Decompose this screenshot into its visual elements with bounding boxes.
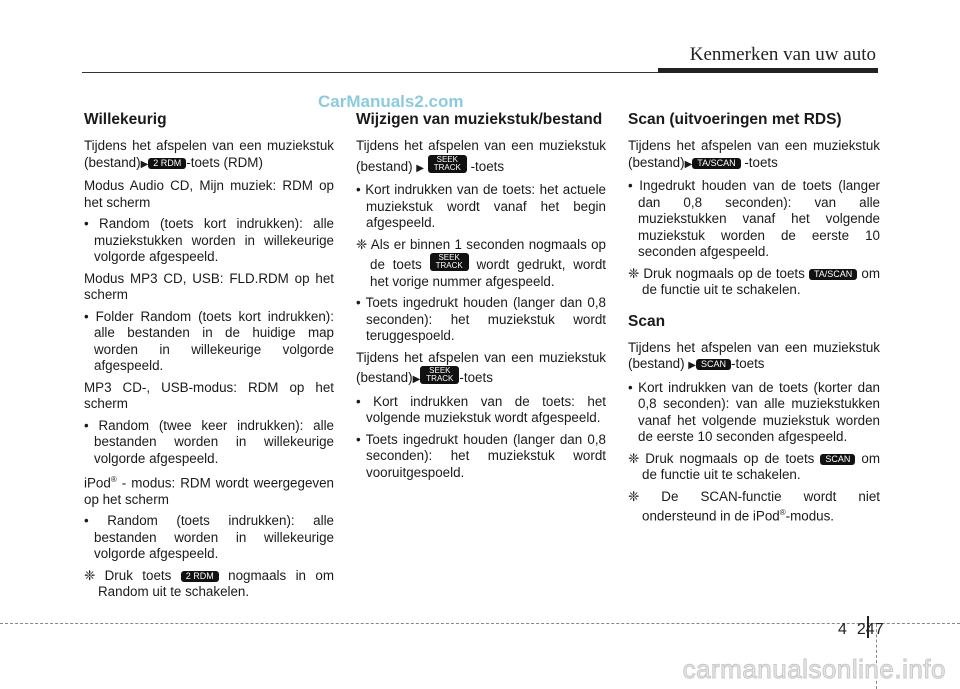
paragraph: Modus Audio CD, Mijn muziek: RDM op het scherm [84, 178, 334, 210]
bullet-item: • Folder Random (toets kort indrukken): alle bestanden in de huidige map worden in willekeurige volgorde afgespeeld. [84, 308, 334, 373]
bullet-item: • Ingedrukt houden van de toets (langer dan 0,8 seconden): van alle muziekstukken vanaf het volgende muziekstuk worden de eerste 10 seconden afgespeeld. [628, 178, 880, 259]
note-item: ❈ Druk toets 2 RDM nogmaals in om Random uit te schakelen. [84, 567, 335, 600]
note-item: ❈ Als er binnen 1 seconden nogmaals op de toets SEEK TRACK wordt gedrukt, wordt het vorige nummer afgespeeld. [356, 236, 606, 289]
seek-track-down-icon: SEEK TRACK [430, 253, 469, 271]
section-heading-scan-rds: Scan (uitvoeringen met RDS) [628, 111, 842, 128]
bullet-item: • Random (toets kort indrukken): alle muziekstukken worden in willekeurige volgorde afgespeeld. [84, 216, 334, 264]
bullet-item: • Toets ingedrukt houden (langer dan 0,8 seconden): het muziekstuk wordt teruggespoeld. [356, 295, 606, 343]
paragraph: iPod® - modus: RDM wordt weergegeven op het scherm [84, 475, 334, 507]
section-heading-scan: Scan [628, 312, 666, 330]
scan-button-icon: SCAN [696, 359, 731, 370]
ta-scan-button-icon: TA/SCAN [692, 158, 740, 169]
paragraph: Tijdens het afspelen van een muziekstuk (bestand) ▶ SEEK TRACK -toets [356, 138, 606, 177]
note-item: ❈ De SCAN-functie wordt niet ondersteund in de iPod®-modus. [628, 488, 880, 524]
play-triangle-icon: ▶ [688, 360, 696, 371]
bullet-item: • Toets ingedrukt houden (langer dan 0,8 seconden): het muziekstuk wordt vooruitgespoeld. [356, 431, 606, 480]
play-triangle-icon: ▶ [412, 374, 421, 385]
rdm-button-icon: 2 RDM [148, 158, 186, 169]
header-rule-bold [658, 68, 878, 73]
section-heading-random: Willekeurig [84, 111, 167, 128]
paragraph: MP3 CD-, USB-modus: RDM op het scherm [84, 379, 334, 411]
column-random [84, 111, 334, 606]
paragraph: Tijdens het afspelen van een muziekstuk (bestand)▶SEEK TRACK -toets [356, 350, 606, 389]
play-triangle-icon: ▶ [416, 162, 424, 174]
column-scan [628, 111, 880, 530]
column-track-change [356, 111, 606, 486]
paragraph: Tijdens het afspelen van een muziekstuk (bestand)▶ TA/SCAN -toets [628, 138, 880, 173]
section-heading-track: Wijzigen van muziekstuk/bestand [356, 111, 603, 128]
paragraph: Tijdens het afspelen van een muziekstuk (bestand)▶ 2 RDM -toets (RDM) [84, 138, 334, 173]
paragraph: Modus MP3 CD, USB: FLD.RDM op het scherm [84, 270, 334, 302]
play-triangle-icon: ▶ [140, 158, 149, 170]
watermark-top: CarManuals2.com [318, 92, 464, 111]
bullet-item: • Kort indrukken van de toets: het volgende muziekstuk wordt afgespeeld. [356, 393, 606, 425]
page-number-value: 247 [856, 621, 884, 638]
scan-button-icon: SCAN [820, 454, 855, 465]
note-item: ❈ Druk nogmaals op de toets TA/SCAN om de functie uit te schakelen. [628, 265, 880, 297]
play-triangle-icon: ▶ [684, 158, 693, 170]
seek-track-up-icon: SEEK TRACK [420, 366, 459, 384]
ta-scan-button-icon: TA/SCAN [809, 269, 857, 280]
chapter-title: Kenmerken van uw auto [689, 44, 876, 65]
note-item: ❈ Druk nogmaals op de toets SCAN om de functie uit te schakelen. [628, 450, 880, 482]
chapter-number: 4 [838, 621, 847, 638]
paragraph: Tijdens het afspelen van een muziekstuk (bestand) ▶ SCAN -toets [628, 340, 880, 375]
bullet-item: • Random (toets indrukken): alle bestanden worden in willekeurige volgorde afgespeeld. [84, 513, 334, 562]
bullet-item: • Kort indrukken van de toets: het actuele muziekstuk wordt vanaf het begin afgespeeld. [356, 182, 606, 230]
bullet-item: • Random (twee keer indrukken): alle bestanden worden in willekeurige volgorde afgespeeld. [84, 417, 334, 466]
rdm-button-icon: 2 RDM [181, 571, 219, 582]
seek-track-down-icon: SEEK TRACK [428, 155, 467, 173]
header-rule [82, 72, 658, 73]
watermark-bottom: carmanualsonline.info [682, 654, 946, 684]
footer-rule [0, 623, 960, 624]
bullet-item: • Kort indrukken van de toets (korter dan 0,8 seconden): van alle muziekstukken vanaf het volgende muziekstuk worden de eerste 10 seconden afgespeeld. [628, 379, 880, 444]
